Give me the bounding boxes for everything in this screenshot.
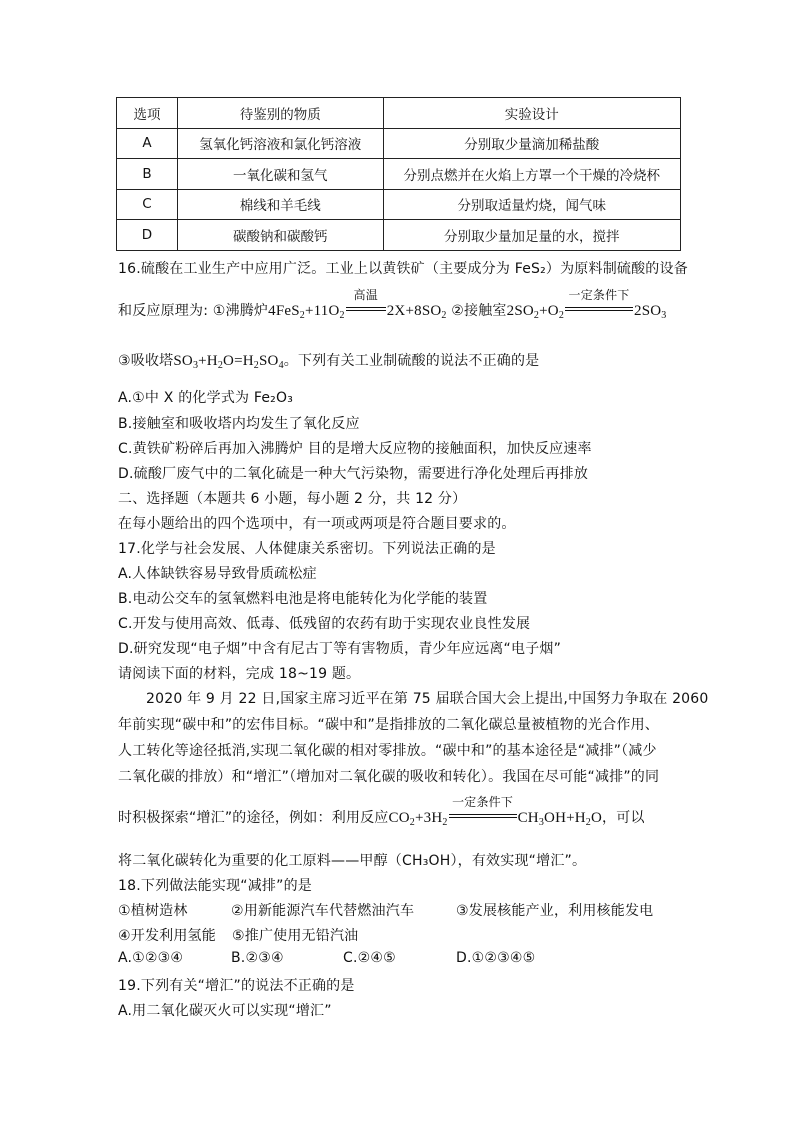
reaction-condition <box>565 288 633 320</box>
table-cell: A <box>117 128 178 159</box>
table-header: 选项 <box>117 98 178 129</box>
table-cell: C <box>117 189 178 220</box>
material-intro: 请阅读下面的材料，完成 18~19 题。 <box>118 666 361 682</box>
q17-option-d: D.研究发现“电子烟”中含有尼古丁等有害物质，青少年应远离“电子烟” <box>118 641 562 657</box>
methanol-equation: $CO_2+3H_2$ 一定条件下 $CH_3OH+H_2O$ <box>388 795 603 828</box>
eq-term: 2SO <box>634 303 662 319</box>
eq-term: +3H <box>414 810 443 826</box>
section-description: 在每小题给出的四个选项中，有一项或两项是符合题目要求的。 <box>118 516 516 532</box>
q16-equation-line <box>118 288 667 321</box>
reaction-condition <box>449 795 517 827</box>
q18-option-b: B.②③④ <box>231 950 284 966</box>
q17-option-c: C.开发与使用高效、低毒、低残留的农药有助于实现农业良性发展 <box>118 616 531 632</box>
equation-2: $2SO_2+O_2$ 一定条件下 $2SO_3$ <box>506 288 667 321</box>
table-row <box>117 220 681 251</box>
table-cell: 分别取少量加足量的水，搅拌 <box>383 220 680 251</box>
q18-item: ⑤推广使用无铅汽油 <box>232 928 359 944</box>
eq-term: O <box>591 810 603 826</box>
q19-option-a: A.用二氧化碳灭火可以实现“增汇” <box>118 1003 332 1019</box>
q18-stem: 18.下列做法能实现“减排”的是 <box>118 878 312 894</box>
eq-term: 2X+8SO <box>386 303 442 319</box>
q16-option-d: D.硫酸厂废气中的二氧化硫是一种大气污染物，需要进行净化处理后再排放 <box>118 466 589 482</box>
q16-equation-intro: 和反应原理为: ①沸腾炉 <box>118 303 269 319</box>
eq-term: OH+H <box>544 810 586 826</box>
q16-option-b: B.接触室和吸收塔内均发生了氧化反应 <box>118 416 360 432</box>
q18-item: ④开发利用氢能 <box>118 928 216 944</box>
equation-1: $4FeS_2+11O_2$ 高温 $2X+8SO_2$ <box>268 288 447 321</box>
table-cell: 氢氧化钙溶液和氯化钙溶液 <box>177 128 383 159</box>
table-row <box>117 128 681 159</box>
eq-term: SO <box>258 353 279 369</box>
q16-option-a: A.①中 X 的化学式为 Fe₂O₃ <box>118 390 294 406</box>
table-row <box>117 189 681 220</box>
table-row <box>117 159 681 190</box>
table-cell: 碳酸钠和碳酸钙 <box>177 220 383 251</box>
q16-question: 。下列有关工业制硫酸的说法不正确的是 <box>283 353 540 369</box>
eq-term: 2SO <box>506 303 534 319</box>
table-cell: 一氧化碳和氢气 <box>177 159 383 190</box>
material-equation-line <box>118 795 645 828</box>
material-paragraph: 年前实现“碳中和”的宏伟目标。“碳中和”是指排放的二氧化碳总量被植物的光合作用、 <box>118 717 660 733</box>
section-title: 二、选择题（本题共 6 小题，每小题 2 分，共 12 分） <box>118 491 467 507</box>
q16-tower-label: ③吸收塔 <box>118 353 174 369</box>
equation-3: $SO_3+H_2O=H_2SO_4$ <box>173 353 284 371</box>
q18-item: ①植树造林 <box>118 903 188 919</box>
q18-item: ②用新能源汽车代替燃油汽车 <box>231 903 415 919</box>
q18-option-a: A.①②③④ <box>118 950 184 966</box>
q17-option-b: B.电动公交车的氢氧燃料电池是将电能转化为化学能的装置 <box>118 591 488 607</box>
eq-term: +H <box>198 353 218 369</box>
q18-item: ③发展核能产业，利用核能发电 <box>456 903 654 919</box>
material-text: 时积极探索“增汇”的途径，例如：利用反应 <box>118 810 389 826</box>
eq-term: O=H <box>223 353 254 369</box>
eq-term: CH <box>517 810 539 826</box>
table-header: 待鉴别的物质 <box>177 98 383 129</box>
eq-term: SO <box>173 353 193 369</box>
condition-label: 一定条件下 <box>452 795 514 809</box>
eq-term: +11O <box>304 303 340 319</box>
table-cell: 分别取少量滴加稀盐酸 <box>383 128 680 159</box>
q17-option-a: A.人体缺铁容易导致骨质疏松症 <box>118 566 317 582</box>
condition-label: 高温 <box>353 288 378 302</box>
material-paragraph: 人工转化等途径抵消,实现二氧化碳的相对零排放。“碳中和”的基本途径是“减排”（减少 <box>118 743 657 759</box>
q16-stem: 16.硫酸在工业生产中应用广泛。工业上以黄铁矿（主要成分为 FeS₂）为原料制硫酸的设备 <box>118 261 688 277</box>
q19-stem: 19.下列有关“增汇”的说法不正确的是 <box>118 978 355 994</box>
table-cell: 分别取适量灼烧，闻气味 <box>383 189 680 220</box>
condition-label: 一定条件下 <box>568 288 630 302</box>
eq-term: +O <box>539 303 559 319</box>
q17-stem: 17.化学与社会发展、人体健康关系密切。下列说法正确的是 <box>118 541 496 557</box>
table-cell: B <box>117 159 178 190</box>
q18-option-d: D.①②③④⑤ <box>456 950 536 966</box>
material-paragraph: 二氧化碳的排放）和“增汇”（增加对二氧化碳的吸收和转化）。我国在尽可能“减排”的同 <box>118 769 660 785</box>
reaction-condition <box>346 288 386 320</box>
table-header-row <box>117 98 681 129</box>
q16-option-c: C.黄铁矿粉碎后再加入沸腾炉 目的是增大反应物的接触面积，加快反应速率 <box>118 441 592 457</box>
q16-absorption-line <box>118 350 539 370</box>
table-header: 实验设计 <box>383 98 680 129</box>
eq-term: CO <box>388 810 410 826</box>
material-paragraph: 2020 年 9 月 22 日,国家主席习近平在第 75 届联合国大会上提出,中国努力争取在 2060 <box>146 691 709 707</box>
eq-term: 4FeS <box>268 303 300 319</box>
table-cell: D <box>117 220 178 251</box>
q16-equation-intro-2: ②接触室 <box>451 303 507 319</box>
material-text: ，可以 <box>602 810 645 826</box>
q18-option-c: C.②④⑤ <box>343 950 396 966</box>
substance-identification-table <box>116 97 681 251</box>
table-cell: 棉线和羊毛线 <box>177 189 383 220</box>
table-cell: 分别点燃并在火焰上方罩一个干燥的冷烧杯 <box>383 159 680 190</box>
material-paragraph: 将二氧化碳转化为重要的化工原料——甲醇（CH₃OH），有效实现“增汇”。 <box>118 853 587 869</box>
